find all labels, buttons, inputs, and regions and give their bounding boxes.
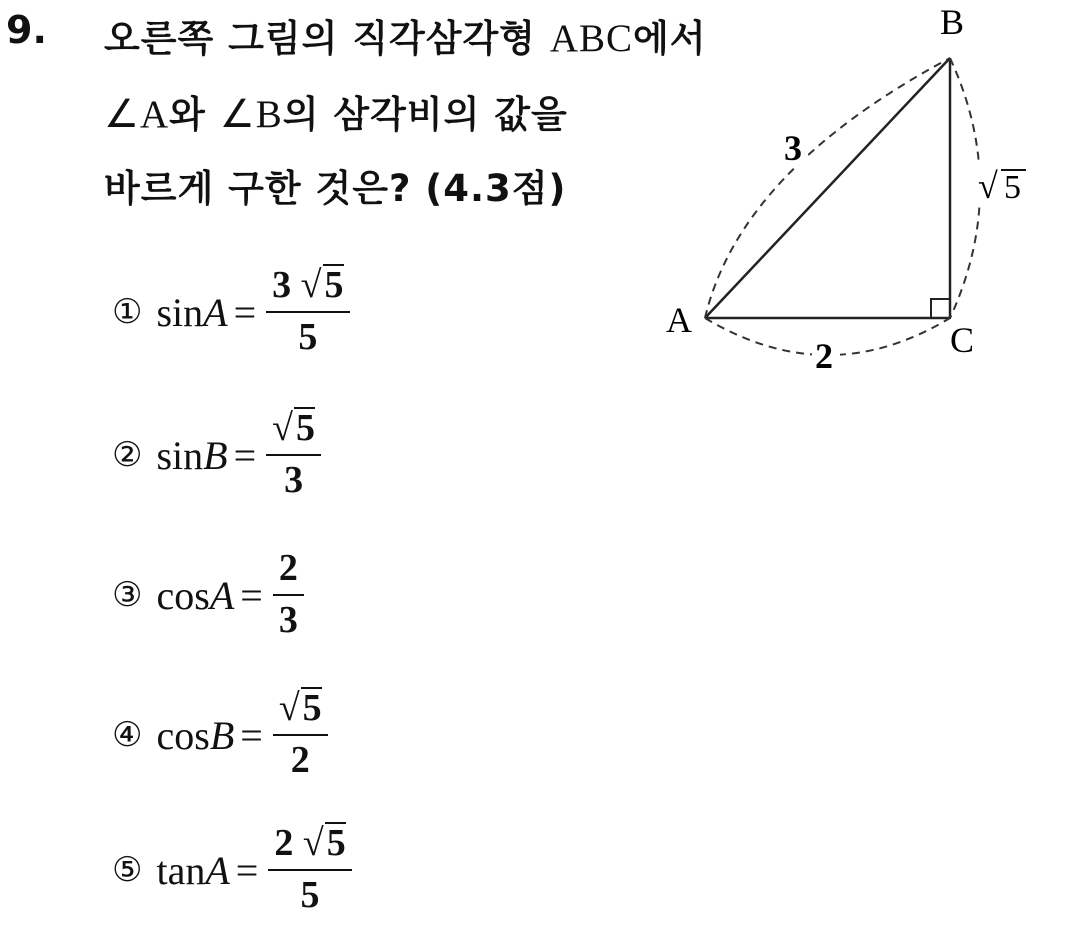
equals-sign: = — [233, 432, 257, 478]
choice-marker: ⑤ — [112, 850, 143, 890]
dimension-arc-bc — [950, 58, 980, 318]
fraction-denominator: 5 — [298, 316, 318, 358]
equals-sign: = — [233, 289, 257, 335]
fraction-denominator: 3 — [284, 459, 304, 501]
side-bc-sqrt-symbol: √ — [978, 166, 998, 206]
vertex-b-label: B — [940, 2, 965, 42]
sqrt-radicand: 5 — [296, 407, 316, 450]
sqrt-radicand: 5 — [302, 687, 322, 730]
trig-function: sin — [156, 289, 204, 335]
angle-variable: B — [209, 712, 235, 758]
vertex-c-label: C — [950, 320, 975, 360]
equals-sign: = — [235, 847, 259, 893]
question-line-1-suffix: 에서 — [633, 17, 707, 60]
trig-function: cos — [156, 572, 210, 618]
trig-function: tan — [156, 847, 206, 893]
numerator-coefficient: 2 — [274, 822, 294, 865]
vertex-a-label: A — [666, 300, 692, 340]
trig-function: cos — [156, 712, 210, 758]
angle-variable: A — [205, 847, 230, 893]
equals-sign: = — [240, 572, 263, 618]
choice-marker: ③ — [112, 575, 143, 615]
fraction-denominator: 3 — [278, 599, 298, 641]
sqrt-symbol: √ — [302, 822, 324, 865]
right-angle-marker — [931, 299, 950, 318]
sqrt-radicand: 5 — [326, 822, 346, 865]
question-line-2-suffix: 의 삼각비의 값을 — [282, 93, 568, 136]
trig-function: sin — [156, 432, 204, 478]
fraction-numerator: 2 — [278, 547, 298, 590]
choice-marker: ② — [112, 435, 143, 475]
sqrt-symbol: √ — [278, 687, 300, 730]
angle-variable: A — [203, 289, 228, 335]
choice-marker: ① — [112, 292, 143, 332]
angle-variable: A — [209, 572, 235, 618]
sqrt-radicand: 5 — [324, 264, 344, 307]
angle-b-label: ∠B — [219, 93, 283, 136]
fraction-denominator: 5 — [300, 874, 320, 916]
equals-sign: = — [240, 712, 263, 758]
triangle-name: ABC — [549, 17, 634, 60]
side-bc-length: 5 — [1004, 169, 1021, 206]
fraction-denominator: 2 — [290, 739, 310, 781]
question-line-1-prefix: 오른쪽 그림의 직각삼각형 — [104, 17, 550, 60]
question-number: 9. — [6, 8, 47, 52]
angle-variable: B — [203, 432, 228, 478]
side-ab — [705, 58, 950, 318]
numerator-coefficient: 3 — [272, 264, 292, 307]
question-line-2-mid: 와 — [169, 93, 220, 136]
sqrt-symbol: √ — [300, 264, 322, 307]
side-ac-length: 2 — [815, 336, 833, 376]
sqrt-symbol: √ — [272, 407, 294, 450]
choice-marker: ④ — [112, 715, 143, 755]
angle-a-label: ∠A — [104, 93, 170, 136]
question-line-3: 바르게 구한 것은? (4.3점) — [104, 167, 567, 210]
side-ab-length: 3 — [784, 128, 802, 168]
